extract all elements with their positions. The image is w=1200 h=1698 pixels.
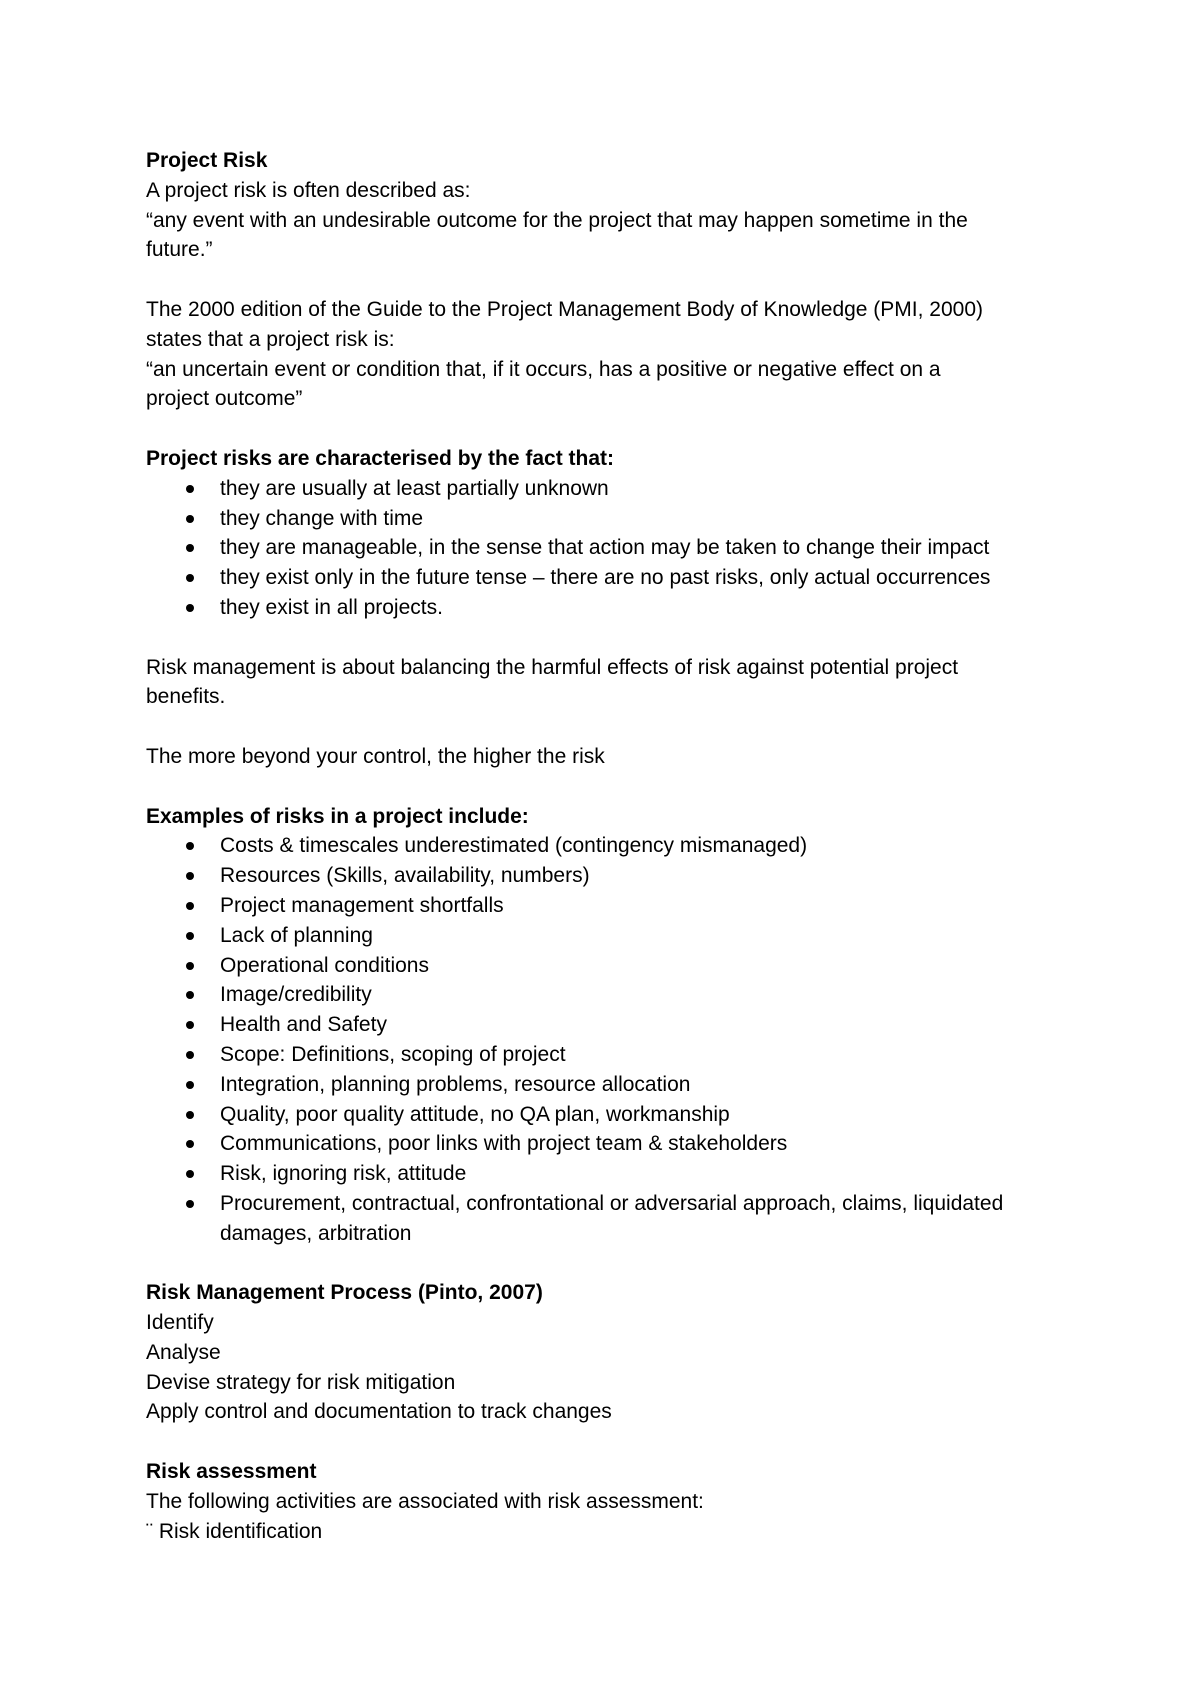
control-line: The more beyond your control, the higher the risk [146,744,605,768]
list-item-text: Scope: Definitions, scoping of project [220,1042,566,1066]
list-item [146,861,1086,891]
bullet-icon [186,842,194,850]
list-item-text: Communications, poor links with project team & stakeholders [220,1132,788,1156]
list-item [146,1189,1086,1249]
spacer [146,1248,1086,1278]
list-item-text: Quality, poor quality attitude, no QA plan, workmanship [220,1102,730,1126]
list-item-text: they exist in all projects. [220,595,443,619]
risk-management-line: Risk management is about balancing the harmful effects of risk against potential project [146,655,959,679]
bullet-icon [186,1200,194,1208]
process-step: Apply control and documentation to track changes [146,1400,612,1424]
list-item-text: Operational conditions [220,953,429,977]
list-item [146,891,1086,921]
pmi-line: The 2000 edition of the Guide to the Project Management Body of Knowledge (PMI, 2000) [146,297,984,321]
assessment-item: ¨ Risk identification [146,1519,323,1543]
list-item [146,980,1086,1010]
list-item-text: Integration, planning problems, resource allocation [220,1072,691,1096]
bullet-icon [186,932,194,940]
quote-line: “an uncertain event or condition that, if it occurs, has a positive or negative effect on a [146,357,941,381]
list-item [146,1129,1086,1159]
bullet-icon [186,485,194,493]
list-item-text: Lack of planning [220,923,373,947]
list-item-text: they are usually at least partially unknown [220,476,609,500]
list-item [146,1010,1086,1040]
list-item [146,1159,1086,1189]
assessment-intro: The following activities are associated with risk assessment: [146,1489,704,1513]
examples-list [146,831,1086,1248]
examples-heading: Examples of risks in a project include: [146,804,529,828]
bullet-icon [186,872,194,880]
bullet-icon [186,1081,194,1089]
risk-management-line: benefits. [146,685,226,709]
characteristics-list [146,474,1086,623]
list-item-text-continued: damages, arbitration [220,1221,412,1245]
bullet-icon [186,574,194,582]
list-item-text: Image/credibility [220,983,372,1007]
list-item-text: Resources (Skills, availability, numbers) [220,864,590,888]
spacer [146,265,1086,295]
process-heading: Risk Management Process (Pinto, 2007) [146,1281,543,1305]
bullet-icon [186,544,194,552]
quote-line: project outcome” [146,387,303,411]
spacer [146,712,1086,742]
quote-line: future.” [146,238,213,262]
spacer [146,772,1086,802]
bullet-icon [186,991,194,999]
list-item [146,1070,1086,1100]
list-item [146,951,1086,981]
list-item-text: Health and Safety [220,1013,387,1037]
bullet-icon [186,1170,194,1178]
list-item-text: they exist only in the future tense – there are no past risks, only actual occurrences [220,566,991,590]
bullet-icon [186,1021,194,1029]
list-item-text: Risk, ignoring risk, attitude [220,1162,467,1186]
list-item [146,474,1086,504]
bullet-icon [186,962,194,970]
list-item-text: Procurement, contractual, confrontational or adversarial approach, claims, liquidated [220,1191,1004,1215]
bullet-icon [186,604,194,612]
list-item [146,593,1086,623]
list-item [146,504,1086,534]
spacer [146,414,1086,444]
list-item-text: they change with time [220,506,424,530]
bullet-icon [186,1111,194,1119]
document-body [146,146,1086,1546]
bullet-icon [186,902,194,910]
list-item [146,563,1086,593]
list-item-text: they are manageable, in the sense that action may be taken to change their impact [220,536,990,560]
process-step: Analyse [146,1340,221,1364]
list-item [146,533,1086,563]
list-item-text: Costs & timescales underestimated (contingency mismanaged) [220,834,808,858]
list-item [146,831,1086,861]
characterised-heading: Project risks are characterised by the fact that: [146,446,615,470]
bullet-icon [186,515,194,523]
bullet-icon [186,1051,194,1059]
spacer [146,1427,1086,1457]
spacer [146,623,1086,653]
list-item [146,1100,1086,1130]
list-item [146,921,1086,951]
bullet-icon [186,1140,194,1148]
list-item-text: Project management shortfalls [220,893,504,917]
process-step: Devise strategy for risk mitigation [146,1370,456,1394]
list-item [146,1040,1086,1070]
assessment-heading: Risk assessment [146,1460,317,1484]
pmi-line: states that a project risk is: [146,327,395,351]
section-title-project-risk: Project Risk [146,149,268,172]
quote-line: “any event with an undesirable outcome for the project that may happen sometime in the [146,208,968,232]
process-step: Identify [146,1311,214,1335]
intro-line: A project risk is often described as: [146,178,471,202]
